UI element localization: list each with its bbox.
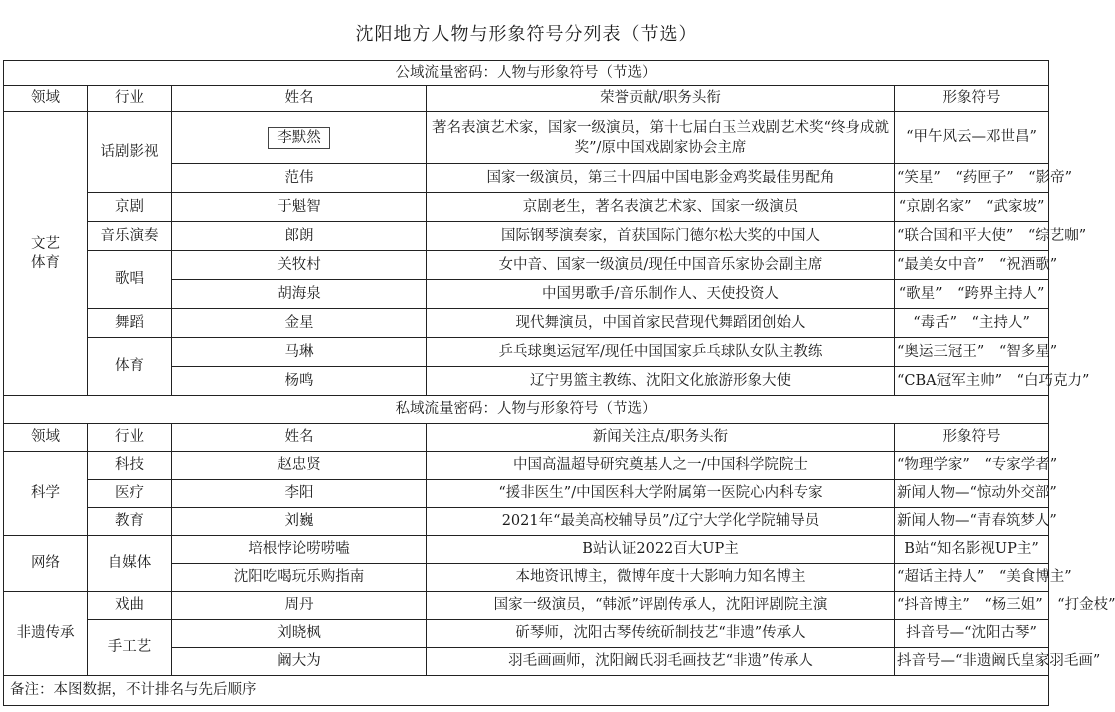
industry-dance: 舞蹈 — [88, 309, 172, 338]
person-symbol: 抖音号—“沈阳古琴” — [895, 620, 1049, 648]
table-row — [4, 338, 1049, 367]
table-row — [4, 592, 1049, 620]
header-domain: 领域 — [4, 424, 88, 452]
person-symbol: “CBA冠军主帅” “白巧克力” — [895, 367, 1049, 396]
header-domain: 领域 — [4, 86, 88, 112]
table-title: 沈阳地方人物与形象符号分列表（节选） — [355, 24, 698, 45]
person-name: 金星 — [172, 309, 427, 338]
industry-craft: 手工艺 — [88, 620, 172, 676]
person-name: 沈阳吃喝玩乐购指南 — [172, 564, 427, 592]
table-row — [4, 536, 1049, 564]
header-row-public — [4, 86, 1049, 112]
person-name: 杨鸣 — [172, 367, 427, 396]
person-desc: 2021年“最美高校辅导员”/辽宁大学化学院辅导员 — [427, 508, 895, 536]
industry-opera: 京剧 — [88, 193, 172, 222]
person-name: 周丹 — [172, 592, 427, 620]
industry-opera-private: 戏曲 — [88, 592, 172, 620]
industry-selfmedia: 自媒体 — [88, 536, 172, 592]
table-row — [4, 193, 1049, 222]
person-name: 胡海泉 — [172, 280, 427, 309]
person-symbol: “毒舌” “主持人” — [895, 309, 1049, 338]
person-name: 赵忠贤 — [172, 452, 427, 480]
person-symbol: “物理学家” “专家学者” — [895, 452, 1049, 480]
person-symbol: “超话主持人” “美食博主” — [895, 564, 1049, 592]
person-name: 马琳 — [172, 338, 427, 367]
table-row — [4, 508, 1049, 536]
industry-sports: 体育 — [88, 338, 172, 396]
table-row — [4, 452, 1049, 480]
domain-heritage: 非遗传承 — [4, 592, 88, 676]
person-symbol: “奥运三冠王” “智多星” — [895, 338, 1049, 367]
person-symbol: 新闻人物—“惊动外交部” — [895, 480, 1049, 508]
person-symbol: “笑星” “药匣子” “影帝” — [895, 164, 1049, 193]
person-symbol: 抖音号—“非遗阚氏皇家羽毛画” — [895, 648, 1049, 676]
person-desc: 国家一级演员，第三十四届中国电影金鸡奖最佳男配角 — [427, 164, 895, 193]
note-row — [4, 676, 1049, 706]
header-symbol: 形象符号 — [895, 424, 1049, 452]
table-row — [4, 222, 1049, 251]
domain-arts-sports: 文艺 体育 — [4, 112, 88, 396]
figures-table — [3, 60, 1115, 706]
person-desc: 辽宁男篮主教练、沈阳文化旅游形象大使 — [427, 367, 895, 396]
person-name: 刘晓枫 — [172, 620, 427, 648]
person-name: 培根悖论唠唠嗑 — [172, 536, 427, 564]
industry-music: 音乐演奏 — [88, 222, 172, 251]
person-desc: 中国男歌手/音乐制作人、天使投资人 — [427, 280, 895, 309]
header-industry: 行业 — [88, 424, 172, 452]
person-name: 李阳 — [172, 480, 427, 508]
person-desc: 中国高温超导研究奠基人之一/中国科学院院士 — [427, 452, 895, 480]
person-desc: 乒乓球奥运冠军/现任中国国家乒乓球队女队主教练 — [427, 338, 895, 367]
person-name — [172, 112, 427, 164]
header-name: 姓名 — [172, 86, 427, 112]
public-section-title: 公域流量密码：人物与形象符号（节选） — [4, 61, 1049, 86]
table-row — [4, 620, 1049, 648]
person-desc: 著名表演艺术家，国家一级演员，第十七届白玉兰戏剧艺术奖“终身成就奖”/原中国戏剧家协会主席 — [427, 112, 895, 164]
person-name: 关牧村 — [172, 251, 427, 280]
person-desc: 国家一级演员，“韩派”评剧传承人，沈阳评剧院主演 — [427, 592, 895, 620]
table-row — [4, 480, 1049, 508]
table-row — [4, 309, 1049, 338]
person-symbol: “最美女中音” “祝酒歌” — [895, 251, 1049, 280]
domain-network: 网络 — [4, 536, 88, 592]
header-name: 姓名 — [172, 424, 427, 452]
person-desc: B站认证2022百大UP主 — [427, 536, 895, 564]
domain-science: 科学 — [4, 452, 88, 536]
person-symbol: “歌星” “跨界主持人” — [895, 280, 1049, 309]
header-row-private — [4, 424, 1049, 452]
industry-medical: 医疗 — [88, 480, 172, 508]
person-symbol: “联合国和平大使” “综艺咖” — [895, 222, 1049, 251]
person-name: 于魁智 — [172, 193, 427, 222]
industry-singing: 歌唱 — [88, 251, 172, 309]
person-desc: 京剧老生，著名表演艺术家、国家一级演员 — [427, 193, 895, 222]
person-symbol: “甲午风云—邓世昌” — [895, 112, 1049, 164]
table-note: 备注：本图数据，不计排名与先后顺序 — [4, 676, 1049, 706]
person-symbol: “抖音博主” “杨三姐” “打金枝” — [895, 592, 1049, 620]
person-desc: 现代舞演员，中国首家民营现代舞蹈团创始人 — [427, 309, 895, 338]
person-desc: “援非医生”/中国医科大学附属第一医院心内科专家 — [427, 480, 895, 508]
person-desc: 国际钢琴演奏家，首获国际门德尔松大奖的中国人 — [427, 222, 895, 251]
table-row — [4, 112, 1049, 164]
section-row-private — [4, 396, 1049, 424]
header-symbol: 形象符号 — [895, 86, 1049, 112]
person-name: 范伟 — [172, 164, 427, 193]
person-symbol: 新闻人物—“青春筑梦人” — [895, 508, 1049, 536]
header-honor: 荣誉贡献/职务头衔 — [427, 86, 895, 112]
name-box: 李默然 — [268, 127, 330, 149]
person-symbol: B站“知名影视UP主” — [895, 536, 1049, 564]
person-desc: 本地资讯博主，微博年度十大影响力知名博主 — [427, 564, 895, 592]
header-news: 新闻关注点/职务头衔 — [427, 424, 895, 452]
person-desc: 女中音、国家一级演员/现任中国音乐家协会副主席 — [427, 251, 895, 280]
industry-drama: 话剧影视 — [88, 112, 172, 193]
person-desc: 羽毛画画师，沈阳阚氏羽毛画技艺“非遗”传承人 — [427, 648, 895, 676]
industry-education: 教育 — [88, 508, 172, 536]
person-name: 郎朗 — [172, 222, 427, 251]
private-section-title: 私域流量密码：人物与形象符号（节选） — [4, 396, 1049, 424]
table-row — [4, 251, 1049, 280]
section-row-public — [4, 61, 1049, 86]
person-name: 阚大为 — [172, 648, 427, 676]
person-symbol: “京剧名家” “武家坡” — [895, 193, 1049, 222]
person-desc: 斫琴师，沈阳古琴传统斫制技艺“非遗”传承人 — [427, 620, 895, 648]
industry-tech: 科技 — [88, 452, 172, 480]
header-industry: 行业 — [88, 86, 172, 112]
person-name: 刘巍 — [172, 508, 427, 536]
